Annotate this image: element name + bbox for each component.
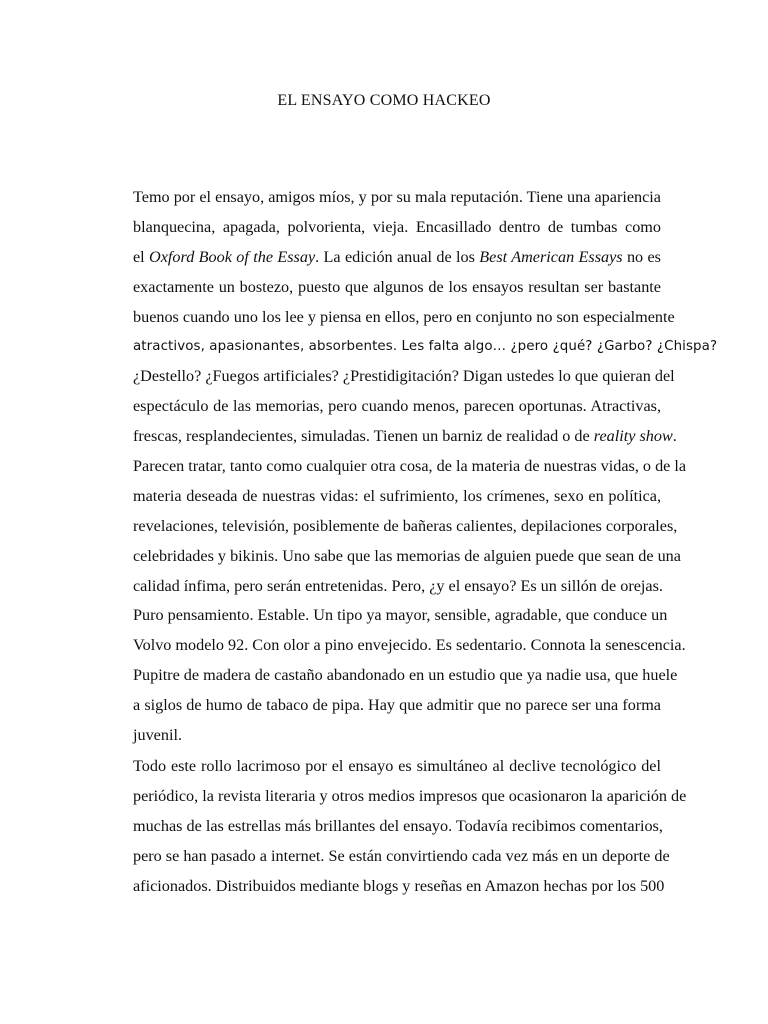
text-segment: Parecen tratar, tanto como cualquier otra cosa, de la materia de nuestras vidas, o de la xyxy=(133,457,687,476)
text-segment: pero se han pasado a internet. Se están convirtiendo cada vez más en un deporte de xyxy=(133,846,670,865)
text-line xyxy=(133,721,661,751)
text-segment: Volvo modelo 92. Con olor a pino envejecido. Es sedentario. Connota la senescencia. xyxy=(133,636,686,655)
text-line xyxy=(133,362,675,392)
text-line xyxy=(133,752,661,782)
text-segment: Todo este rollo lacrimoso por el ensayo es simultáneo al declive tecnológico del xyxy=(133,757,661,775)
text-segment: juvenil. xyxy=(133,726,183,745)
text-line xyxy=(133,812,661,842)
text-line xyxy=(133,482,661,512)
italic-title: Oxford Book of the Essay xyxy=(149,247,316,266)
text-segment: Puro pensamiento. Estable. Un tipo ya mayor, sensible, agradable, que conduce un xyxy=(133,606,668,625)
text-segment: buenos cuando uno los lee y piensa en ellos, pero en conjunto no son especialmente xyxy=(133,307,675,326)
text-line xyxy=(133,631,686,661)
text-line xyxy=(133,512,678,542)
italic-title: Best American Essays xyxy=(479,247,623,266)
text-line xyxy=(133,661,678,691)
text-segment: Pupitre de madera de castaño abandonado en un estudio que ya nadie usa, que huele xyxy=(133,666,678,685)
text-line xyxy=(133,213,661,243)
text-segment: frescas, resplandecientes, simuladas. Tienen un barniz de realidad o de xyxy=(133,427,594,446)
text-segment: muchas de las estrellas más brillantes del ensayo. Todavía recibimos comentarios, xyxy=(133,816,663,835)
text-segment: no es xyxy=(622,247,661,266)
text-line xyxy=(133,872,665,902)
text-line xyxy=(133,273,661,303)
text-segment: Temo por el ensayo, amigos míos, y por su mala reputación. Tiene una apariencia xyxy=(133,188,661,206)
text-line xyxy=(133,691,661,721)
text-line xyxy=(133,842,670,872)
text-segment: el xyxy=(133,247,150,266)
text-segment: espectáculo de las memorias, pero cuando menos, parecen oportunas. Atractivas, xyxy=(133,397,661,416)
text-segment: materia deseada de nuestras vidas: el sufrimiento, los crímenes, sexo en política, xyxy=(133,486,661,505)
text-line xyxy=(133,422,677,452)
italic-title: reality show xyxy=(593,427,673,446)
text-segment: atractivos, apasionantes, absorbentes. Les falta algo… ¿pero ¿qué? ¿Garbo? ¿Chispa? xyxy=(133,339,718,355)
text-line xyxy=(133,183,661,213)
paragraph-2 xyxy=(133,752,687,901)
text-line xyxy=(133,303,675,333)
text-segment: celebridades y bikinis. Uno sabe que las memorias de alguien puede que sean de una xyxy=(133,546,681,565)
text-segment: a siglos de humo de tabaco de pipa. Hay que admitir que no parece ser una forma xyxy=(133,696,661,715)
text-line xyxy=(133,243,661,273)
text-segment: revelaciones, televisión, posiblemente de bañeras calientes, depilaciones corporales, xyxy=(133,516,678,535)
text-segment: . xyxy=(672,427,677,446)
text-line xyxy=(133,782,687,812)
paragraph-1 xyxy=(133,183,718,751)
text-segment: . La edición anual de los xyxy=(315,247,480,266)
text-line xyxy=(133,452,687,482)
text-segment: calidad ínfima, pero serán entretenidas. Pero, ¿y el ensayo? Es un sillón de orejas. xyxy=(133,576,663,595)
text-line xyxy=(133,392,661,422)
text-segment: blanquecina, apagada, polvorienta, vieja. Encasillado dentro de tumbas como xyxy=(133,217,661,236)
text-line xyxy=(133,542,681,572)
document-title: EL ENSAYO COMO HACKEO xyxy=(277,92,491,109)
text-line xyxy=(133,572,661,602)
text-segment: ¿Destello? ¿Fuegos artificiales? ¿Prestidigitación? Digan ustedes lo que quieran del xyxy=(133,367,675,386)
text-line xyxy=(133,601,668,631)
text-line xyxy=(133,332,718,362)
text-segment: periódico, la revista literaria y otros medios impresos que ocasionaron la aparición de xyxy=(133,786,687,805)
text-segment: aficionados. Distribuidos mediante blogs y reseñas en Amazon hechas por los 500 xyxy=(133,876,665,895)
text-segment: exactamente un bostezo, puesto que algunos de los ensayos resultan ser bastante xyxy=(133,277,661,296)
